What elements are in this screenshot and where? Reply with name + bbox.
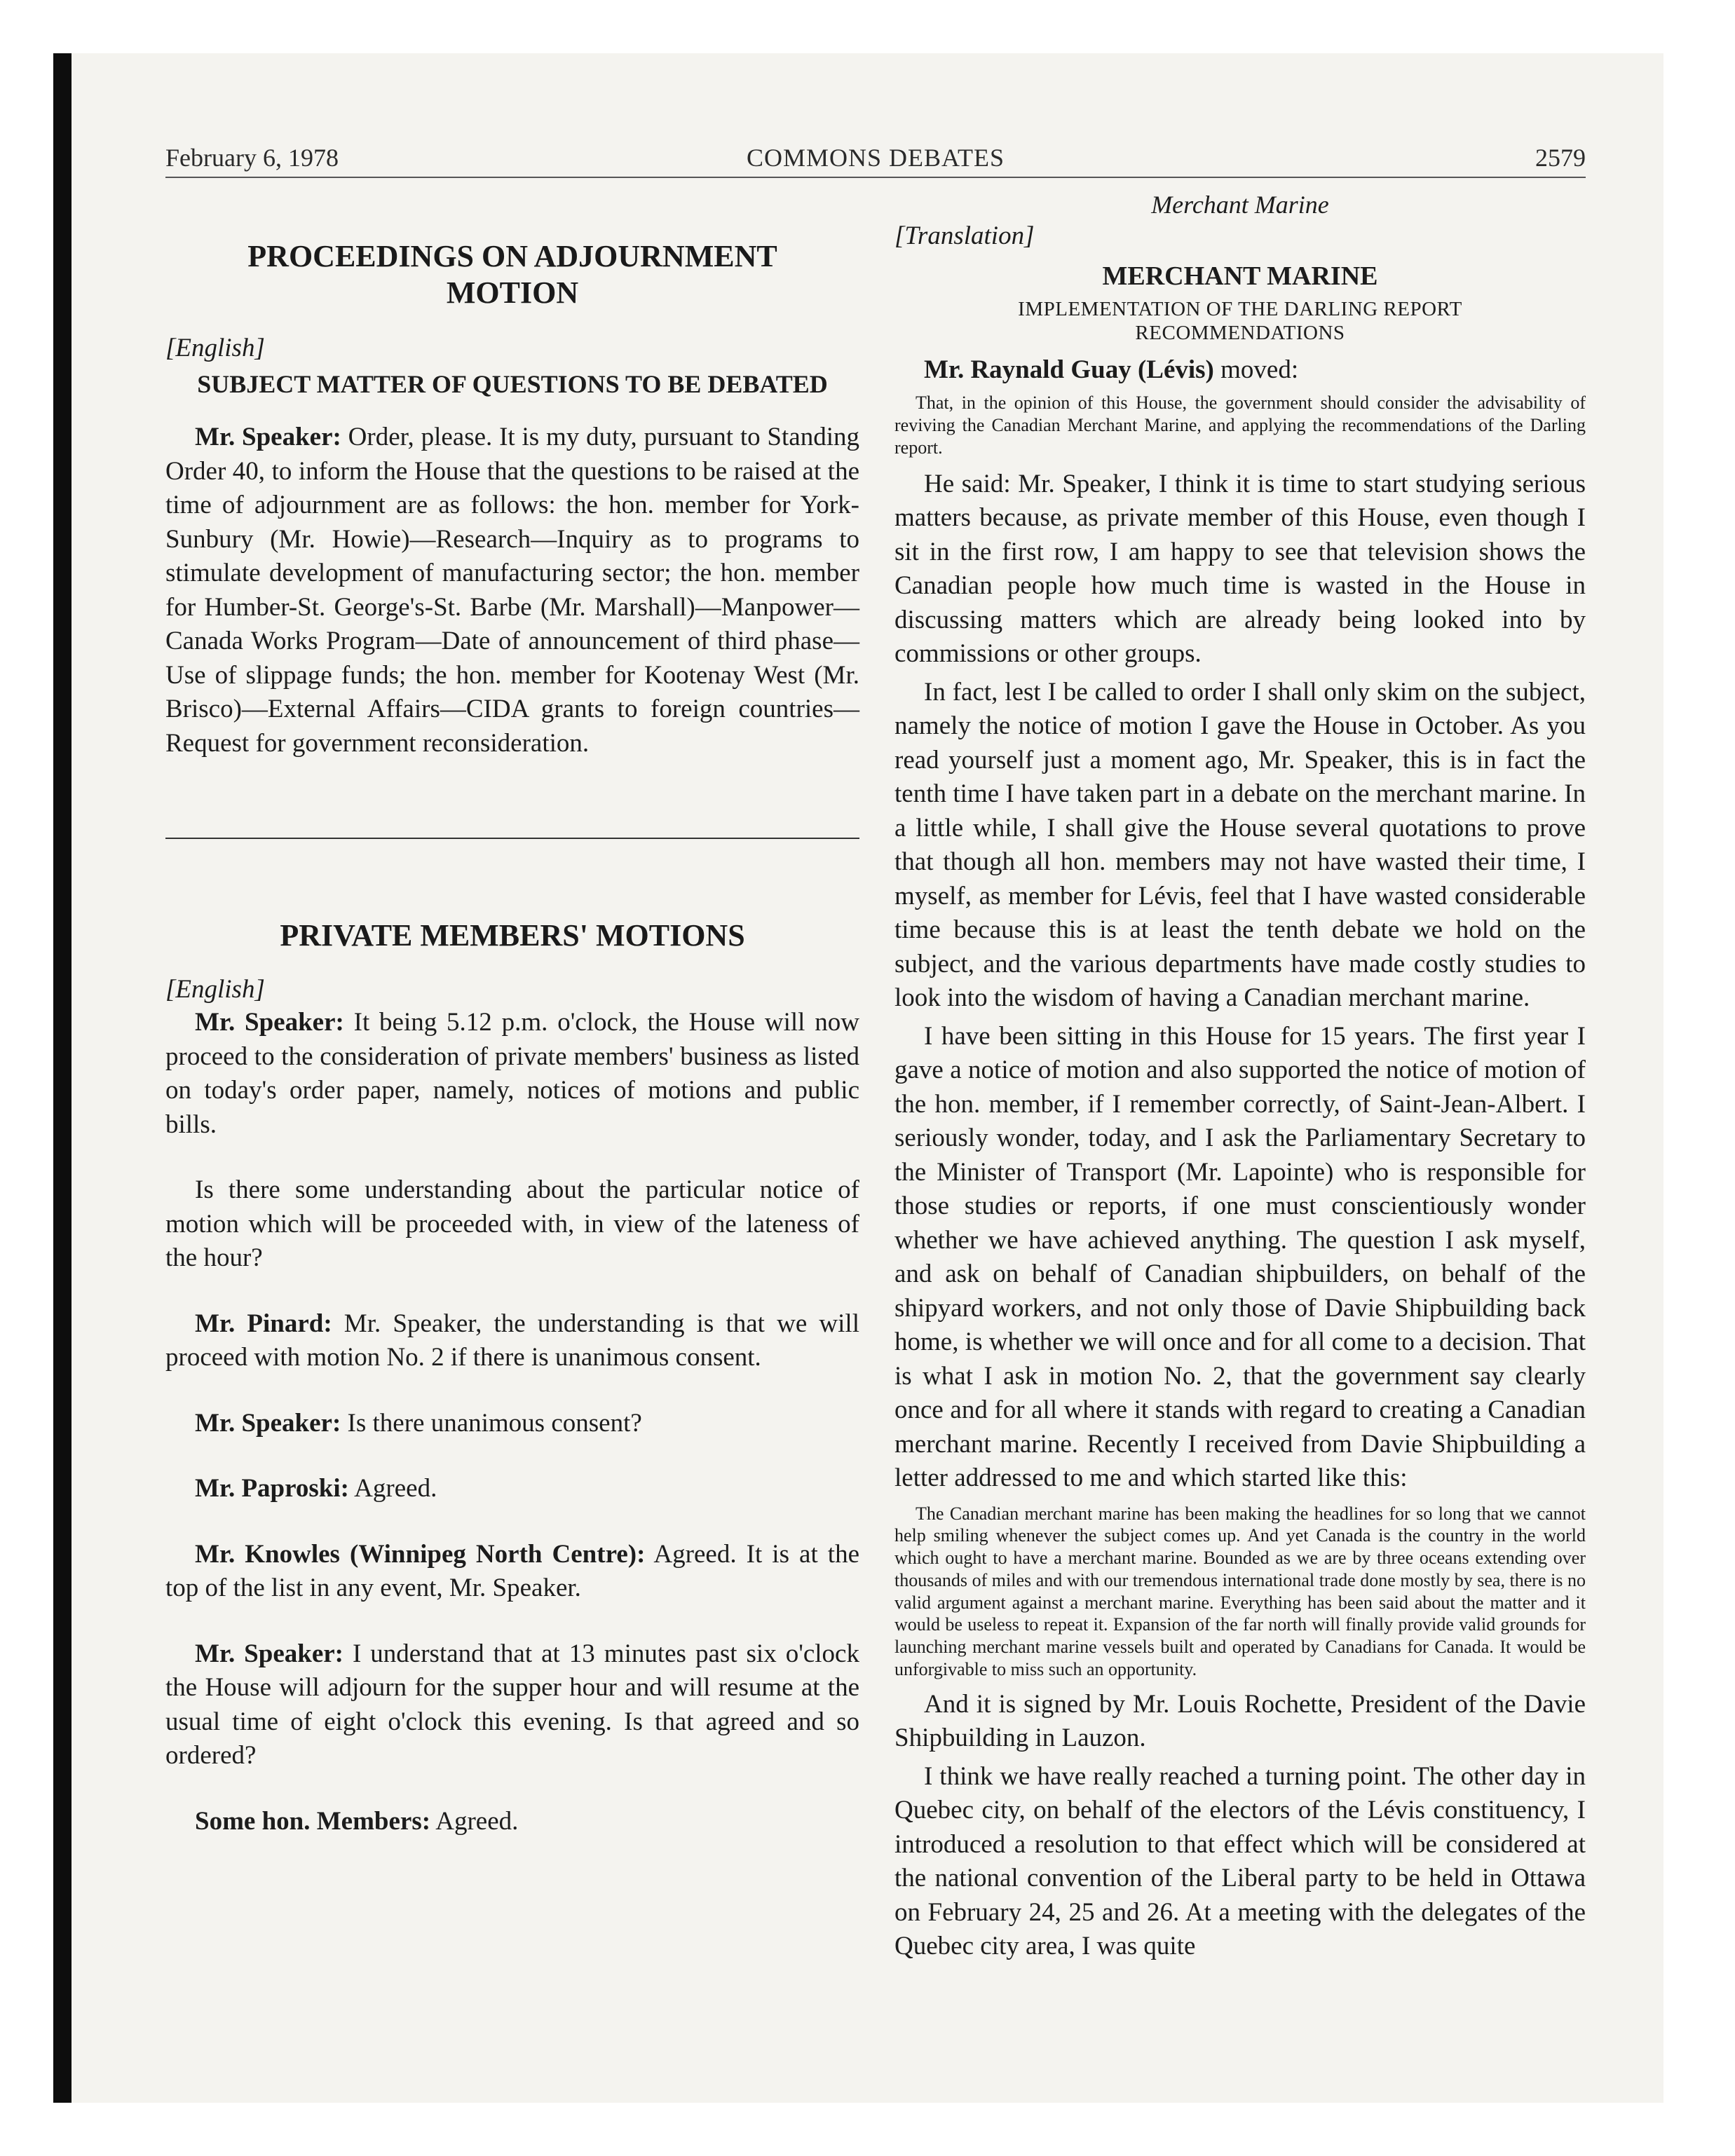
adjournment-title-line-2: MOTION	[446, 275, 579, 310]
speech-text: moved:	[1213, 355, 1299, 384]
speech-text: I understand that at 13 minutes past six o'clock the House will adjourn for the supper hour and will resume at the usual time of eight o'clock this evening. Is that agreed and so ordered?	[165, 1639, 859, 1770]
speech-paragraph: And it is signed by Mr. Louis Rochette, President of the Davie Shipbuilding in Lauzon.	[894, 1689, 1586, 1753]
speaker-name: Mr. Pinard:	[195, 1309, 332, 1338]
speech-paragraph	[165, 1472, 859, 1506]
language-note: [Translation]	[894, 221, 1035, 250]
speech-paragraph	[165, 1805, 859, 1839]
speech-text: Agreed. It is at the top of the list in any event, Mr. Speaker.	[165, 1539, 859, 1602]
adjournment-title-line-1: PROCEEDINGS ON ADJOURNMENT	[247, 239, 777, 273]
subtitle-line-2: RECOMMENDATIONS	[1135, 322, 1345, 344]
speaker-name: Mr. Knowles (Winnipeg North Centre):	[195, 1539, 646, 1569]
left-column	[165, 189, 859, 1838]
speaker-name: Mr. Speaker:	[195, 1008, 344, 1037]
speaker-name: Some hon. Members:	[195, 1806, 431, 1836]
speech-paragraph: Is there some understanding about the particular notice of motion which will be proceeded with, in view of the lateness of the hour?	[165, 1175, 859, 1272]
speaker-name: Mr. Paproski:	[195, 1474, 349, 1503]
subtitle-line-1: IMPLEMENTATION OF THE DARLING REPORT	[1018, 298, 1462, 320]
merchant-marine-title: MERCHANT MARINE	[1102, 261, 1378, 291]
speaker-name: Mr. Speaker:	[195, 1639, 344, 1668]
running-head-title: COMMONS DEBATES	[746, 144, 1005, 172]
speaker-name: Mr. Speaker:	[195, 423, 341, 451]
private-members-title: PRIVATE MEMBERS' MOTIONS	[280, 918, 745, 953]
speech-paragraph	[165, 1407, 859, 1441]
header-rule	[165, 177, 1586, 178]
motion-mover	[894, 353, 1586, 388]
speech-paragraph: In fact, lest I be called to order I shall only skim on the subject, namely the notice of motion I gave the House in October. As you read yourself just a moment ago, Mr. Speaker, this is in fact the tenth time I have taken part in a debate on the merchant marine. In a little while, I shall give the House several quotations to prove that though all hon. members may not have wasted their time, I myself, as member for Lévis, feel that I have wasted considerable time because this is at least the tenth debate we hold on the subject, and the various departments have made costly studies to look into the wisdom of having a Canadian merchant marine.	[894, 677, 1586, 1012]
speech-paragraph	[165, 421, 859, 760]
speaker-name: Mr. Speaker:	[195, 1408, 341, 1438]
right-column	[894, 189, 1586, 1964]
running-head	[165, 143, 1586, 178]
speech-paragraph: I have been sitting in this House for 15 years. The first year I gave a notice of motion and also supported the notice of motion of the hon. member, if I remember correctly, of Saint-Jean-Albert. I seriously wonder, today, and I ask the Parliamentary Secretary to the Minister of Transport (Mr. Lapointe) who is responsible for those studies or reports, if one must conscientiously wonder whether we have achieved anything. The question I ask myself, and ask on behalf of Canadian shipbuilders, on behalf of the shipyard workers, and not only those of Davie Shipbuilding back home, is whether we will once and for all come to a decision. That is what I ask in motion No. 2, that the government say clearly once and for all where it stands with regard to creating a Canadian merchant marine. Recently I received from Davie Shipbuilding a letter addressed to me and which started like this:	[894, 1021, 1586, 1492]
speech-paragraph: He said: Mr. Speaker, I think it is time to start studying serious matters because, as private member of this House, even though I sit in the first row, I am happy to see that television shows the Canadian people how much time is wasted in the House in discussing matters which are already being looked into by commissions or other groups.	[894, 469, 1586, 668]
speech-text: Agreed.	[430, 1806, 519, 1836]
speech-text: Is there unanimous consent?	[341, 1408, 642, 1438]
column-subject-head: Merchant Marine	[1151, 191, 1329, 219]
speech-text: Mr. Speaker, the understanding is that we will proceed with motion No. 2 if there is unanimous consent.	[165, 1309, 859, 1372]
speaker-name: Mr. Raynald Guay (Lévis)	[924, 355, 1214, 384]
speech-text: Agreed.	[348, 1474, 437, 1503]
speech-text: Order, please. It is my duty, pursuant to Standing Order 40, to inform the House that the questions to be raised at the time of adjournment are as follows: the hon. member for York-Sunbury (Mr. Howie)—Research—Inquiry as to programs to stimulate development of manufacturing sector; the hon. member for Humber-St. George's-St. Barbe (Mr. Marshall)—Manpower—Canada Works Program—Date of announcement of third phase—Use of slippage funds; the hon. member for Kootenay West (Mr. Brisco)—External Affairs—CIDA grants to foreign countries—Request for government reconsideration.	[165, 423, 859, 758]
letter-quotation: The Canadian merchant marine has been making the headlines for so long that we cannot help smiling whenever the subject comes up. And yet Canada is the country in the world which ought to have a merchant marine. Bounded as we are by three oceans extending over thousands of miles and with our tremendous international trade done mostly by sea, there is no valid argument against a merchant marine. Everything has been said about the matter and it would be useless to repeat it. Expansion of the far north will finally provide valid grounds for launching merchant marine vessels built and operated by Canadians for Canada. It would be unforgivable to miss such an opportunity.	[894, 1503, 1586, 1680]
running-head-date: February 6, 1978	[165, 144, 339, 172]
speech-text: It being 5.12 p.m. o'clock, the House will now proceed to the consideration of private members' business as listed on today's order paper, namely, notices of motions and public bills.	[165, 1008, 859, 1139]
speech-paragraph	[165, 1307, 859, 1375]
language-note: [English]	[165, 334, 265, 362]
adjournment-section-title	[165, 238, 859, 311]
motion-resolution: That, in the opinion of this House, the government should consider the advisability of reviving the Canadian Merchant Marine, and applying the recommendations of the Darling report.	[894, 392, 1586, 458]
scan-binding-edge	[53, 53, 72, 2103]
speech-paragraph	[165, 1637, 859, 1773]
language-note: [English]	[165, 975, 265, 1004]
speech-paragraph	[165, 1006, 859, 1142]
page-number: 2579	[1535, 144, 1586, 172]
subject-matter-heading: SUBJECT MATTER OF QUESTIONS TO BE DEBATED	[197, 370, 828, 398]
speech-paragraph: I think we have really reached a turning point. The other day in Quebec city, on behalf of the electors of the Lévis constituency, I introduced a resolution to that effect which will be considered at the national convention of the Liberal party to be held in Ottawa on February 24, 25 and 26. At a meeting with the delegates of the Quebec city area, I was quite	[894, 1761, 1586, 1961]
speech-paragraph	[165, 1538, 859, 1606]
